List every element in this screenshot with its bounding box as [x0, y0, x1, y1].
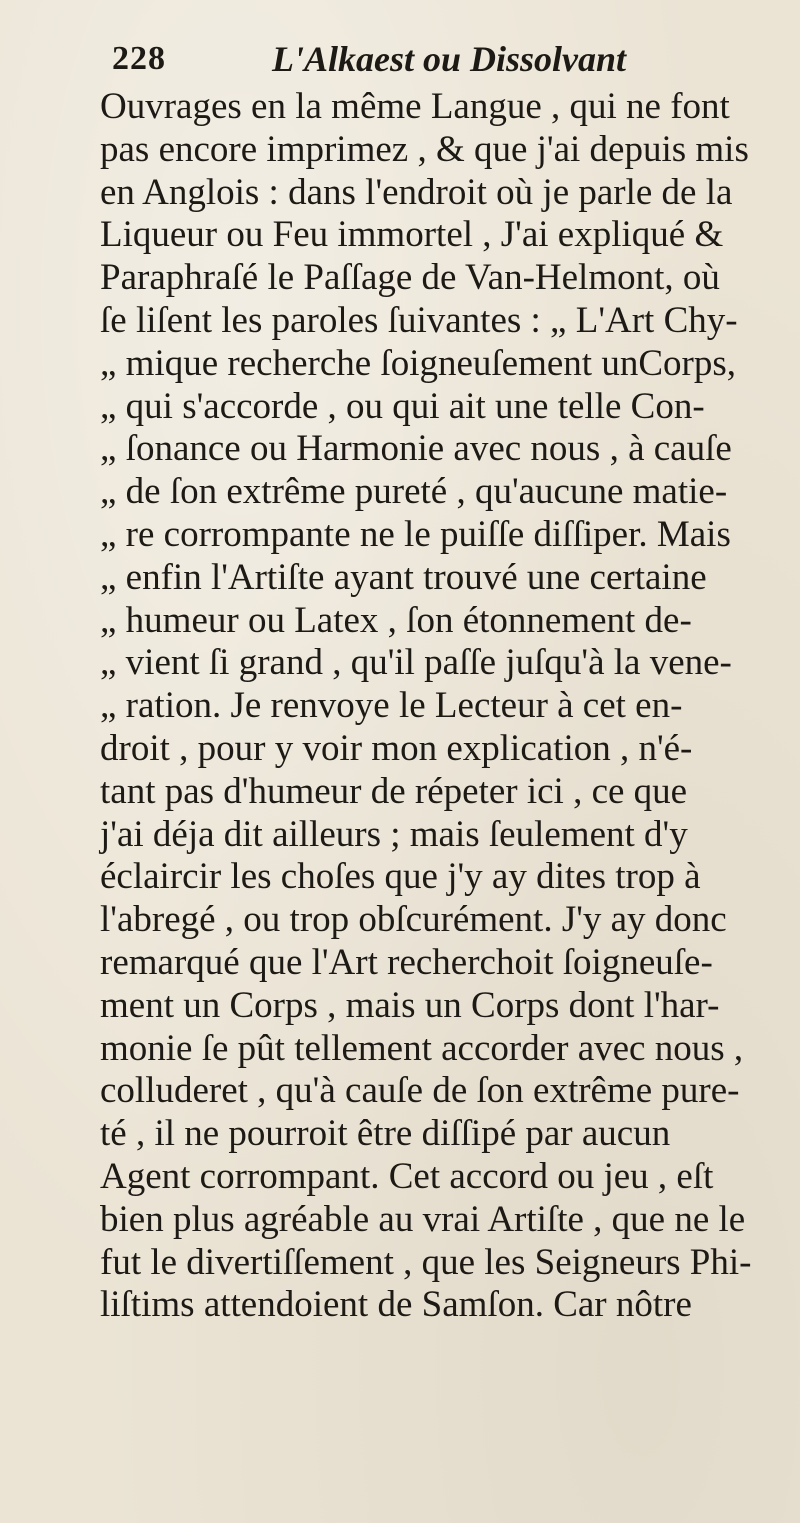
text-line: liſtims attendoient de Samſon. Car nôtre	[100, 1284, 692, 1326]
text-line: „ ration. Je renvoye le Lecteur à cet en-	[100, 685, 683, 727]
text-line: fut le divertiſſement , que les Seigneurs Phi-	[100, 1241, 752, 1283]
text-line: „ vient ſi grand , qu'il paſſe juſqu'à la vene-	[100, 642, 732, 684]
text-line: Paraphraſé le Paſſage de Van-Helmont, où	[100, 257, 720, 299]
text-line: té , il ne pourroit être diſſipé par aucun	[100, 1113, 671, 1155]
page-header	[112, 36, 712, 86]
text-line: „ ſonance ou Harmonie avec nous , à cauſe	[100, 428, 732, 470]
text-line: Agent corrompant. Cet accord ou jeu , eſt	[100, 1155, 714, 1197]
text-line: „ humeur ou Latex , ſon étonnement de-	[100, 599, 692, 641]
text-line: remarqué que l'Art recherchoit ſoigneuſe-	[100, 941, 713, 983]
text-line: pas encore imprimez , & que j'ai depuis mis	[100, 128, 749, 170]
text-line: „ qui s'accorde , ou qui ait une telle Con-	[100, 385, 705, 427]
text-line: bien plus agréable au vrai Artiſte , que ne le	[100, 1198, 746, 1240]
text-line: droit , pour y voir mon explication , n'é-	[100, 727, 693, 769]
text-line: éclaircir les choſes que j'y ay dites trop à	[100, 856, 701, 898]
text-line: Liqueur ou Feu immortel , J'ai expliqué &	[100, 214, 724, 256]
text-line: colluderet , qu'à cauſe de ſon extrême pure-	[100, 1070, 740, 1112]
text-line: ment un Corps , mais un Corps dont l'har-	[100, 984, 720, 1026]
body-text	[100, 86, 790, 1327]
text-line: „ re corrompante ne le puiſſe diſſiper. Mais	[100, 513, 731, 555]
text-line: Ouvrages en la même Langue , qui ne font	[100, 86, 730, 127]
running-title: L'Alkaest ou Dissolvant	[272, 39, 627, 79]
text-line: „ de ſon extrême pureté , qu'aucune matie-	[100, 471, 728, 513]
text-line: „ mique recherche ſoigneuſement unCorps,	[100, 342, 736, 384]
text-line: l'abregé , ou trop obſcurément. J'y ay donc	[100, 899, 727, 941]
text-line: ſe liſent les paroles ſuivantes : „ L'Art Chy-	[100, 299, 738, 341]
text-line: tant pas d'humeur de répeter ici , ce que	[100, 770, 688, 812]
text-line: en Anglois : dans l'endroit où je parle de la	[100, 171, 733, 213]
text-line: j'ai déja dit ailleurs ; mais ſeulement d'y	[100, 813, 688, 855]
text-line: „ enfin l'Artiſte ayant trouvé une certaine	[100, 556, 707, 598]
text-line: monie ſe pût tellement accorder avec nous ,	[100, 1027, 744, 1069]
page-number: 228	[112, 40, 166, 77]
